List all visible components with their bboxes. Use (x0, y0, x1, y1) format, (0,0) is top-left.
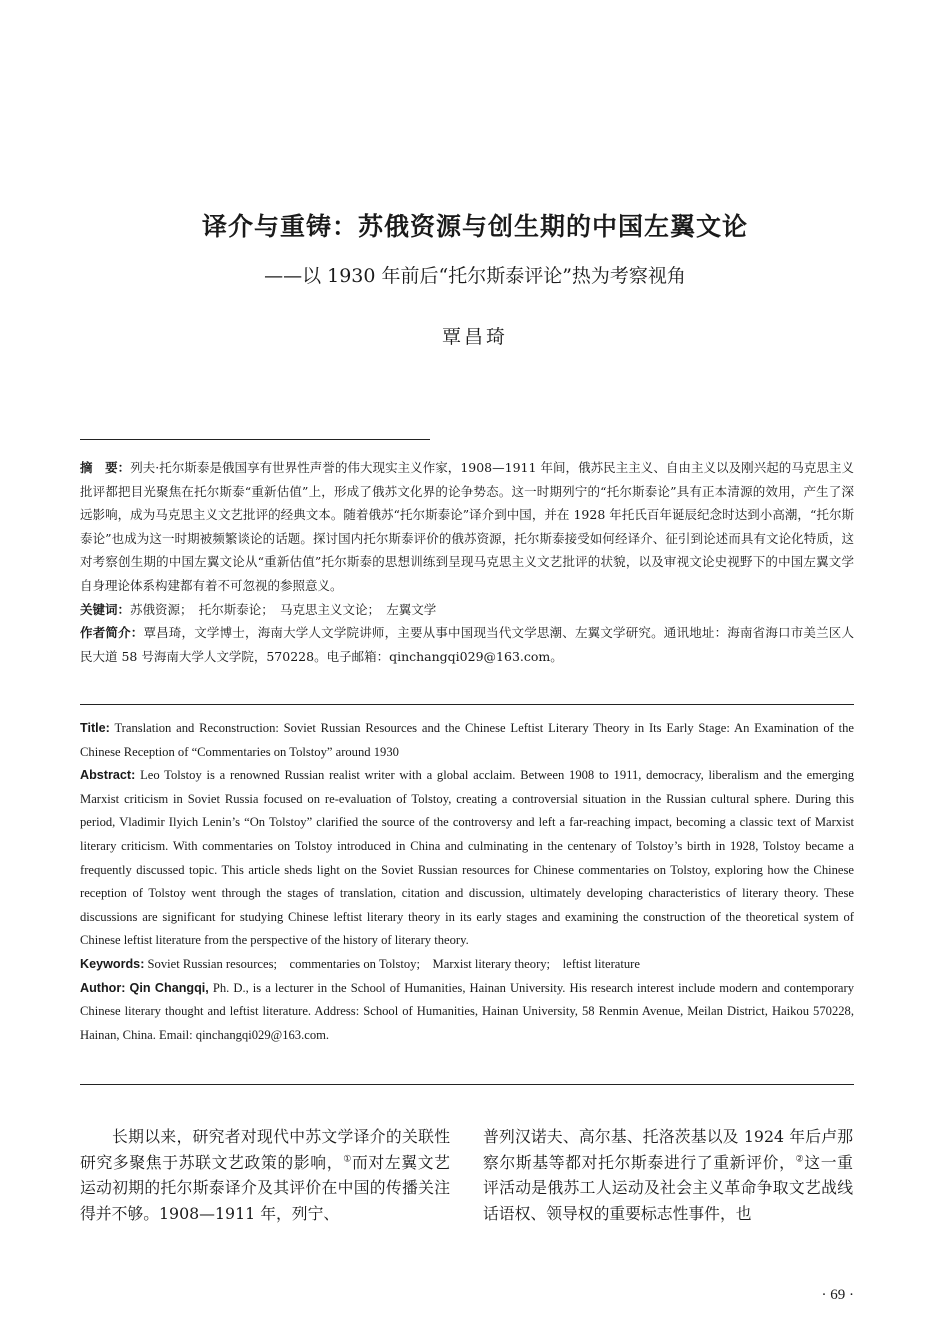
chinese-abstract-block (80, 456, 854, 668)
article-subtitle: ——以 1930 年前后“托尔斯泰评论”热为考察视角 (264, 265, 686, 287)
body-right-text-a: 普列汉诺夫、高尔基、托洛茨基以及 1924 年后卢那察尔斯基等都对托尔斯泰进行了重新评价， (483, 1127, 853, 1172)
body-left-text-b: 而对左翼文艺运动初期的托尔斯泰译介及其评价在中国的传播关注得并不够。1908—1911 年，列宁、 (80, 1152, 450, 1223)
en-abstract (80, 764, 854, 953)
en-author-bio (80, 977, 854, 1048)
zh-abstract (80, 456, 854, 598)
en-author-text: Ph. D., is a lecturer in the School of Humanities, Hainan University. His research interest include modern and contemporary Chinese literary thought and leftist literature. Address: School of Humanities, Hainan University, 58 Renmin Avenue, Meilan District, Haikou 570228, Hainan, China. Email: qinchangqi029@163.com. (80, 980, 854, 1042)
divider-top (80, 704, 854, 705)
page-number: · 69 · (821, 1287, 854, 1303)
zh-author-label: 作者简介： (80, 625, 144, 641)
article-author: 覃昌琦 (441, 326, 508, 348)
en-title (80, 717, 854, 764)
en-author-label: Author: (80, 980, 126, 995)
zh-abstract-text: 列夫·托尔斯泰是俄国享有世界性声誉的伟大现实主义作家，1908—1911 年间，俄苏民主主义、自由主义以及刚兴起的马克思主义批评都把目光聚焦在托尔斯泰“重新估值”上，形成了俄苏文化界的论争势态。这一时期列宁的“托尔斯泰论”具有正本清源的效用，产生了深远影响，成为马克思主义文艺批评的经典文本。随着俄苏“托尔斯泰论”译介到中国，并在 1928 年托氏百年诞辰纪念时达到小高潮，“托尔斯泰论”也成为这一时期被频繁谈论的话题。探讨国内托尔斯泰评价的俄苏资源，托尔斯泰接受如何经译介、征引到论述而具有文论化特质，这对考察创生期的中国左翼文论从“重新估值”托尔斯泰的思想训练到呈现马克思主义文艺批评的状貌，以及审视文论史视野下的中国左翼文学自身理论体系构建都有着不可忽视的参照意义。 (80, 460, 854, 593)
divider-bottom (80, 1084, 854, 1085)
body-column-right (483, 1124, 853, 1226)
body-right-text-b: 这一重评活动是俄苏工人运动及社会主义革命争取文艺战线话语权、领导权的重要标志性事件，也 (483, 1152, 853, 1223)
en-abstract-label: Abstract: (80, 768, 136, 783)
english-abstract-block (80, 717, 854, 1047)
zh-author-bio (80, 621, 854, 668)
zh-keywords-text: 苏俄资源； 托尔斯泰论； 马克思主义文论； 左翼文学 (130, 601, 437, 617)
zh-author-text: 覃昌琦，文学博士，海南大学人文学院讲师，主要从事中国现当代文学思潮、左翼文学研究。通讯地址：海南省海口市美兰区人民大道 58 号海南大学人文学院，570228。电子邮箱：qinchangqi029@163.com。 (80, 625, 854, 664)
en-author-name: Qin Changqi, (129, 980, 209, 995)
zh-abstract-label: 摘 要： (80, 460, 131, 475)
footnote-ref-2[interactable]: ② (795, 1154, 805, 1165)
en-title-text: Translation and Reconstruction: Soviet Russian Resources and the Chinese Leftist Literary Theory in Its Early Stage: An Examination of the Chinese Reception of “Commentaries on Tolstoy” around 1930 (80, 721, 855, 759)
en-title-label: Title: (80, 721, 110, 735)
zh-keywords-label: 关键词： (80, 601, 131, 617)
en-keywords (80, 953, 854, 977)
en-abstract-text: Leo Tolstoy is a renowned Russian realist writer with a global acclaim. Between 1908 to 1911, democracy, liberalism and the emerging Marxist criticism in Soviet Russia focused on re-evaluation of Tolstoy, creating a controversial situation in the Russian cultural sphere. During this period, Vladimir Ilyich Lenin’s “On Tolstoy” clarified the source of the controversy and left a far-reaching impact, becoming a classic text of Marxist literary criticism. With commentaries on Tolstoy introduced in China and culminating in the centenary of Tolstoy’s birth in 1928, Tolstoy became a frequently discussed topic. This article sheds light on the Soviet Russian resources for Chinese commentaries on Tolstoy, exploring how the Chinese reception of Tolstoy went through the stages of translation, citation and discussion, ultimately developing characteristics of literary theory. These discussions are significant for studying Chinese leftist literary theory in its early stages and examining the construction of the theoretical system of Chinese leftist literature from the perspective of the history of literary theory. (80, 768, 855, 948)
body-left-text-a: 长期以来，研究者对现代中苏文学译介的关联性研究多聚焦于苏联文艺政策的影响， (80, 1127, 450, 1172)
zh-keywords (80, 598, 854, 622)
divider-short (80, 439, 430, 440)
footnote-ref-1[interactable]: ① (343, 1154, 352, 1165)
body-column-left (80, 1124, 450, 1226)
en-keywords-label: Keywords: (80, 956, 145, 971)
article-title: 译介与重铸：苏俄资源与创生期的中国左翼文论 (201, 212, 748, 241)
en-keywords-text: Soviet Russian resources; commentaries on Tolstoy; Marxist literary theory; leftist literature (147, 956, 640, 971)
